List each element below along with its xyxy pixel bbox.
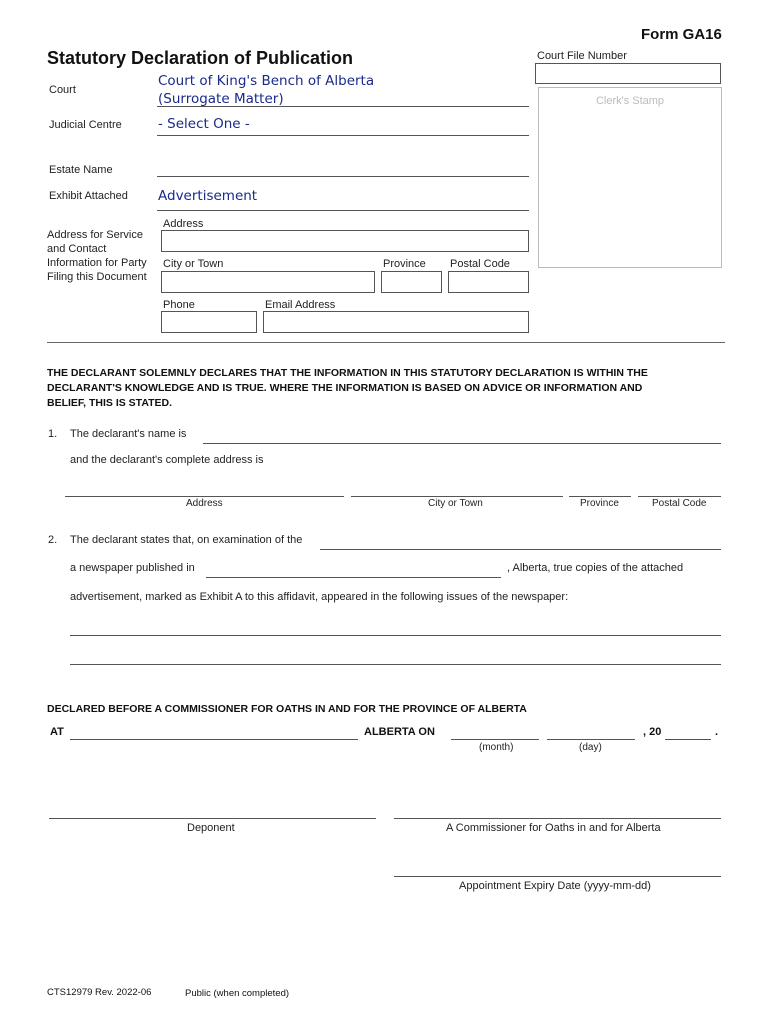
newspaper-name-field[interactable]: [320, 549, 721, 550]
exhibit-attached-underline: [157, 210, 529, 211]
year-prefix: , 20: [643, 726, 662, 738]
advertisement-text: advertisement, marked as Exhibit A to this affidavit, appeared in the following issues of the newspaper:: [70, 591, 569, 603]
judicial-centre-underline: [157, 135, 529, 136]
month-caption: (month): [479, 742, 514, 753]
address-label: Address: [163, 218, 204, 230]
clerks-stamp-box: [538, 87, 722, 268]
item1-address-text: and the declarant's complete address is: [70, 454, 264, 466]
declarant-postal-field[interactable]: [638, 496, 721, 497]
city-caption: City or Town: [428, 498, 483, 509]
at-location-field[interactable]: [70, 739, 358, 740]
estate-name-field[interactable]: [157, 176, 529, 177]
declarant-province-field[interactable]: [569, 496, 631, 497]
month-field[interactable]: [451, 739, 539, 740]
address-service-label-line: Information for Party: [47, 257, 147, 269]
item2-number: 2.: [48, 534, 58, 546]
footer-code: CTS12979 Rev. 2022-06: [47, 987, 152, 998]
newspaper-published-text: a newspaper published in: [70, 562, 195, 574]
postal-code-label: Postal Code: [450, 258, 510, 270]
phone-label: Phone: [163, 299, 195, 311]
postal-caption: Postal Code: [652, 498, 707, 509]
estate-name-label: Estate Name: [49, 164, 113, 176]
declarant-address-field[interactable]: [65, 496, 344, 497]
address-service-label: [47, 228, 147, 284]
issues-line-1[interactable]: [70, 635, 721, 636]
declarant-city-field[interactable]: [351, 496, 563, 497]
email-label: Email Address: [265, 299, 336, 311]
city-label: City or Town: [163, 258, 224, 270]
at-label: AT: [50, 726, 64, 738]
alberta-copies-text: , Alberta, true copies of the attached: [507, 562, 684, 574]
day-field[interactable]: [547, 739, 635, 740]
exhibit-attached-label: Exhibit Attached: [49, 190, 128, 202]
day-caption: (day): [579, 742, 602, 753]
address-service-label-line: Filing this Document: [47, 271, 147, 283]
commissioner-signature-field[interactable]: [394, 818, 721, 819]
declaration-line: THE DECLARANT SOLEMNLY DECLARES THAT THE INFORMATION IN THIS STATUTORY DECLARATION IS WITHIN THE: [47, 367, 648, 379]
address-field[interactable]: [161, 230, 529, 252]
court-label: Court: [49, 84, 76, 96]
court-underline: [157, 106, 529, 107]
province-field[interactable]: [381, 271, 442, 293]
address-service-label-line: and Contact: [47, 243, 107, 255]
judicial-centre-select[interactable]: - Select One -: [158, 116, 250, 132]
court-field[interactable]: [158, 72, 374, 108]
declaration-line: DECLARANT'S KNOWLEDGE AND IS TRUE. WHERE THE INFORMATION IS BASED ON ADVICE OR INFORMATION AND: [47, 382, 643, 394]
appointment-expiry-label: Appointment Expiry Date (yyyy-mm-dd): [459, 880, 651, 892]
commissioner-label: A Commissioner for Oaths in and for Alberta: [446, 822, 661, 834]
deponent-signature-field[interactable]: [49, 818, 376, 819]
declaration-paragraph: [47, 366, 648, 411]
alberta-on-label: ALBERTA ON: [364, 726, 435, 738]
judicial-centre-label: Judicial Centre: [49, 119, 122, 131]
form-id: Form GA16: [641, 26, 722, 43]
section-divider: [47, 342, 725, 343]
appointment-expiry-field[interactable]: [394, 876, 721, 877]
address-caption: Address: [186, 498, 223, 509]
court-file-number-field[interactable]: [535, 63, 721, 84]
court-value-line1: Court of King's Bench of Alberta: [158, 73, 375, 89]
declarant-name-field[interactable]: [203, 443, 721, 444]
declared-before-heading: DECLARED BEFORE A COMMISSIONER FOR OATHS IN AND FOR THE PROVINCE OF ALBERTA: [47, 703, 527, 715]
page-title: Statutory Declaration of Publication: [47, 48, 354, 68]
court-file-number-label: Court File Number: [537, 50, 627, 62]
exhibit-attached-field[interactable]: Advertisement: [158, 188, 258, 204]
deponent-label: Deponent: [187, 822, 235, 834]
year-field[interactable]: [665, 739, 711, 740]
province-label: Province: [383, 258, 426, 270]
item1-text: The declarant's name is: [70, 428, 187, 440]
court-value-line2: (Surrogate Matter): [158, 91, 284, 107]
email-field[interactable]: [263, 311, 529, 333]
city-field[interactable]: [161, 271, 375, 293]
clerks-stamp-label: Clerk's Stamp: [595, 95, 665, 107]
phone-field[interactable]: [161, 311, 257, 333]
published-in-field[interactable]: [206, 577, 501, 578]
address-service-label-line: Address for Service: [47, 229, 143, 241]
item1-number: 1.: [48, 428, 58, 440]
period: .: [715, 726, 719, 738]
footer-public: Public (when completed): [185, 988, 290, 999]
province-caption: Province: [580, 498, 619, 509]
item2-text: The declarant states that, on examination of the: [70, 534, 303, 546]
postal-code-field[interactable]: [448, 271, 529, 293]
declaration-line: BELIEF, THIS IS STATED.: [47, 397, 173, 409]
issues-line-2[interactable]: [70, 664, 721, 665]
